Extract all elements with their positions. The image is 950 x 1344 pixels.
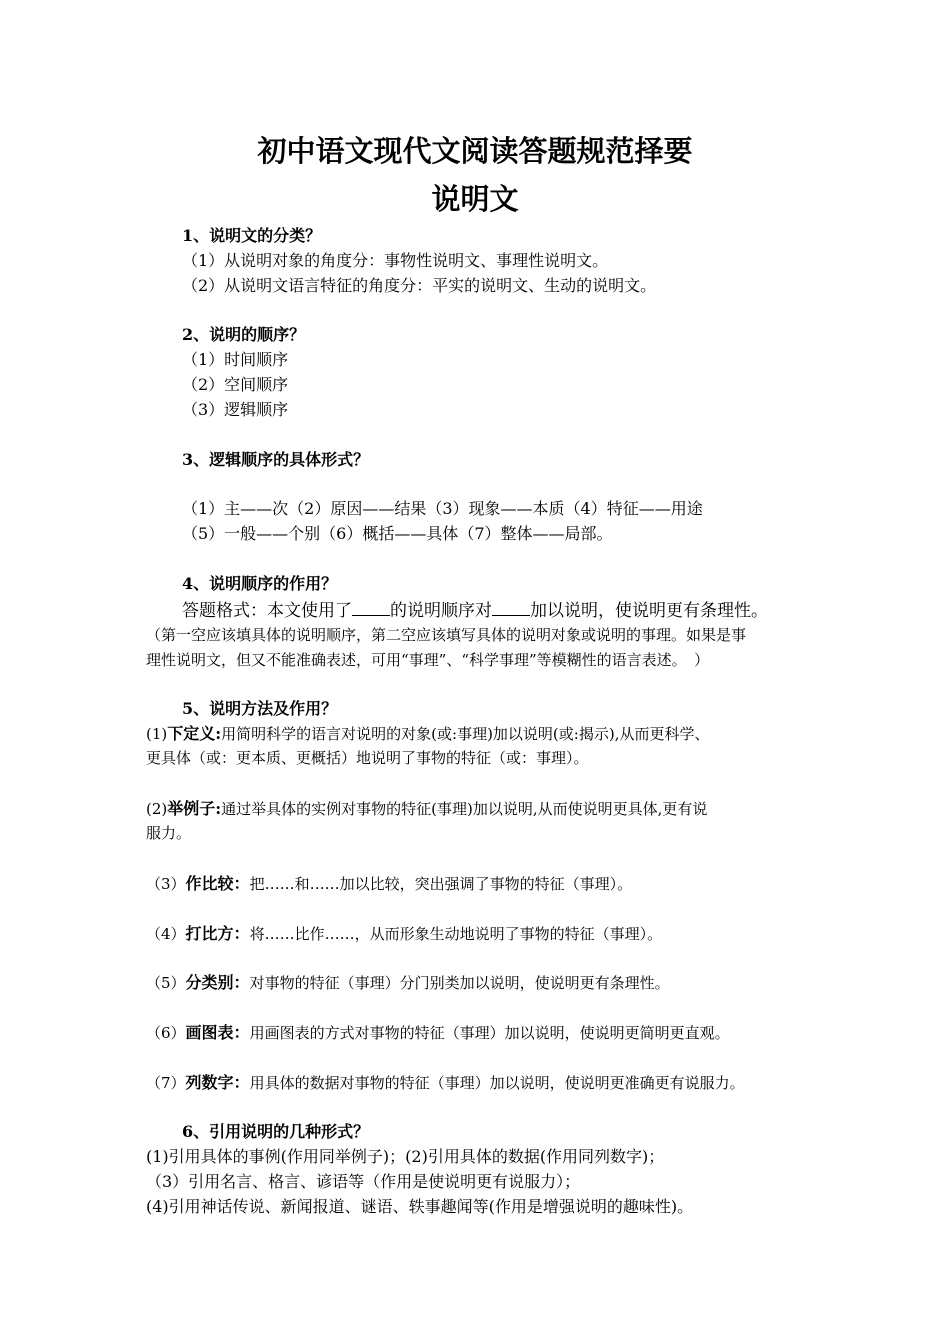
- method-2: [146, 801, 707, 817]
- method-3-term: 作比较：: [185, 874, 250, 893]
- section-1-line-2: （2）从说明文语言特征的角度分：平实的说明文、生动的说明文。: [182, 276, 657, 295]
- answer-format-end: 加以说明，使说明更有条理性。: [530, 601, 768, 621]
- method-3-text: 把……和……加以比较，突出强调了事物的特征（事理）。: [249, 875, 633, 893]
- method-7-number: （7）: [146, 1074, 186, 1092]
- section-2-line-2: （2）空间顺序: [182, 375, 289, 394]
- answer-format: [182, 601, 768, 620]
- section-3-line-2: （5）一般——个别（6）概括——具体（7）整体——局部。: [182, 524, 613, 543]
- method-2-line-2: 服力。: [146, 824, 192, 842]
- method-7-term: 列数字：: [185, 1073, 250, 1092]
- method-2-number: (2): [146, 800, 168, 818]
- method-2-text: 通过举具体的实例对事物的特征(事理)加以说明,从而使说明更具体,更有说: [221, 800, 708, 818]
- method-1-number: (1): [146, 725, 168, 743]
- method-6: [146, 1025, 730, 1041]
- method-7-text: 用具体的数据对事物的特征（事理）加以说明，使说明更准确更有说服力。: [249, 1074, 745, 1092]
- section-3-line-1: （1）主——次（2）原因——结果（3）现象——本质（4）特征——用途: [182, 499, 703, 518]
- section-2-line-1: （1）时间顺序: [182, 350, 289, 369]
- method-4-number: （4）: [146, 925, 186, 943]
- section-2-line-3: （3）逻辑顺序: [182, 400, 289, 419]
- method-5: [146, 975, 670, 991]
- answer-blank-2: [492, 601, 530, 616]
- method-5-text: 对事物的特征（事理）分门别类加以说明，使说明更有条理性。: [249, 974, 670, 992]
- section-4-note-line-2: 理性说明文，但又不能准确表述，可用“事理”、“科学事理”等模糊性的语言表述。 ）: [146, 651, 710, 669]
- method-2-term: 举例子:: [167, 799, 222, 818]
- document-subtitle: 说明文: [431, 182, 519, 216]
- section-1-heading: 1、说明文的分类？: [182, 226, 322, 245]
- method-6-number: （6）: [146, 1024, 186, 1042]
- method-4-text: 将……比作……，从而形象生动地说明了事物的特征（事理）。: [249, 925, 663, 943]
- answer-format-label: 答题格式：本文使用了: [182, 601, 352, 621]
- method-1-term: 下定义:: [167, 724, 222, 743]
- method-1-line-2: 更具体（或：更本质、更概括）地说明了事物的特征（或：事理）。: [146, 749, 589, 767]
- method-5-number: （5）: [146, 974, 186, 992]
- section-6-heading: 6、引用说明的几种形式？: [182, 1122, 370, 1141]
- section-4-note-line-1: （第一空应该填具体的说明顺序，第二空应该填写具体的说明对象或说明的事理。如果是事: [146, 626, 747, 644]
- method-3: [146, 876, 632, 892]
- section-4-heading: 4、说明顺序的作用？: [182, 574, 338, 593]
- document-title: 初中语文现代文阅读答题规范择要: [257, 134, 693, 168]
- method-3-number: （3）: [146, 875, 186, 893]
- section-5-heading: 5、说明方法及作用？: [182, 699, 338, 718]
- method-4-term: 打比方：: [185, 924, 250, 943]
- answer-format-mid: 的说明顺序对: [390, 601, 492, 621]
- method-1-text: 用简明科学的语言对说明的对象(或:事理)加以说明(或:揭示),从而更科学、: [221, 725, 710, 743]
- section-2-heading: 2、说明的顺序？: [182, 325, 306, 344]
- section-6-line-1: (1)引用具体的事例(作用同举例子)；(2)引用具体的数据(作用同列数字)；: [146, 1147, 665, 1166]
- section-6-line-3: (4)引用神话传说、新闻报道、谜语、轶事趣闻等(作用是增强说明的趣味性)。: [146, 1197, 694, 1216]
- method-7: [146, 1075, 745, 1091]
- section-6-line-2: （3）引用名言、格言、谚语等（作用是使说明更有说服力）；: [146, 1172, 581, 1191]
- method-4: [146, 926, 662, 942]
- answer-blank-1: [352, 601, 390, 616]
- section-1-line-1: （1）从说明对象的角度分：事物性说明文、事理性说明文。: [182, 251, 609, 270]
- method-6-text: 用画图表的方式对事物的特征（事理）加以说明，使说明更简明更直观。: [249, 1024, 730, 1042]
- section-3-heading: 3、逻辑顺序的具体形式？: [182, 450, 370, 469]
- method-5-term: 分类别：: [185, 973, 250, 992]
- method-6-term: 画图表：: [185, 1023, 250, 1042]
- method-1: [146, 726, 709, 742]
